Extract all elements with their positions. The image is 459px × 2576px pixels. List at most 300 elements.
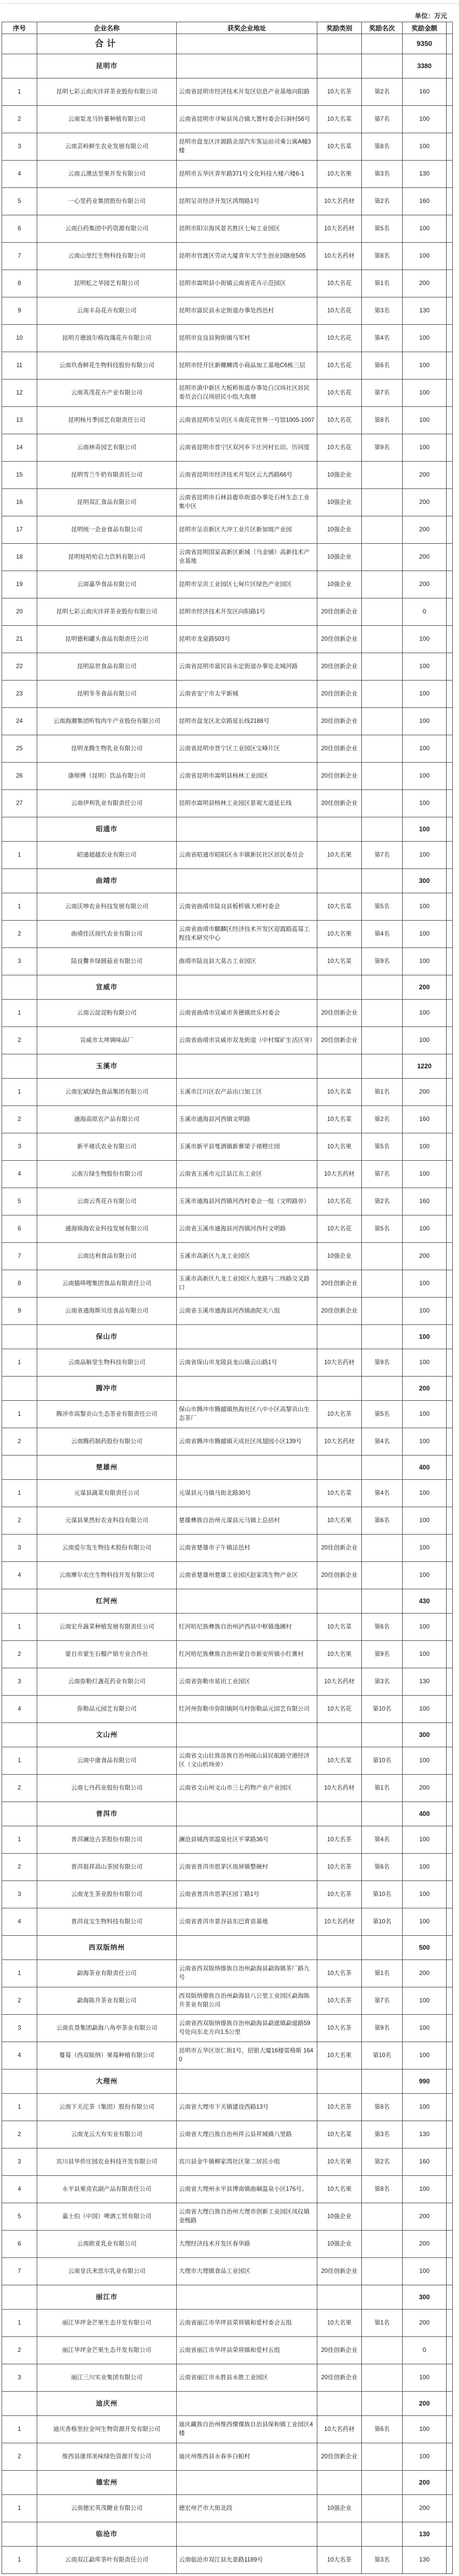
cell-company: 通海锦海农业科技发展有限公司 xyxy=(37,1215,177,1243)
cell-company: 云南丰岛花卉有限公司 xyxy=(37,297,177,325)
cell-rank xyxy=(362,34,403,54)
cell-no xyxy=(2,869,37,893)
section-name: 保山市 xyxy=(37,1325,177,1349)
cell-category xyxy=(317,1802,362,1826)
cell-rank: 第6名 xyxy=(362,1507,403,1535)
cell-no: 9 xyxy=(2,297,37,325)
cell-gutter xyxy=(447,2337,453,2364)
cell-address: 昆明市经济技术开发区向阳路1号 xyxy=(177,598,317,626)
cell-gutter xyxy=(447,2522,453,2547)
cell-gutter xyxy=(447,1854,453,1881)
section-name: 楚雄州 xyxy=(37,1456,177,1480)
cell-amount: 100 xyxy=(403,893,447,921)
cell-gutter xyxy=(447,948,453,975)
cell-amount: 100 xyxy=(403,1428,447,1456)
cell-company: 普洱良宝生物科技有限公司 xyxy=(37,1908,177,1936)
cell-gutter xyxy=(447,2310,453,2337)
cell-address: 云南省曲靖市麒麟区经济技术开发区迎霞路蓝莓工程技术研究中心 xyxy=(177,921,317,948)
cell-rank: 第3名 xyxy=(362,2547,403,2574)
cell-rank: 第4名 xyxy=(362,1428,403,1456)
cell-gutter xyxy=(447,188,453,215)
cell-rank xyxy=(362,1535,403,1562)
cell-rank: 第1名 xyxy=(362,2310,403,2337)
cell-rank: 第5名 xyxy=(362,893,403,921)
section-amount: 400 xyxy=(403,1456,447,1480)
cell-company: 宣威市太坤调味品厂 xyxy=(37,1027,177,1054)
table-row xyxy=(2,2443,453,2471)
cell-amount: 160 xyxy=(403,1106,447,1133)
table-row xyxy=(2,462,453,489)
table-row xyxy=(2,1298,453,1325)
cell-no: 4 xyxy=(2,2176,37,2203)
cell-company: 普洱澜沧古茶股份有限公司 xyxy=(37,1826,177,1854)
cell-category: 10大名果 xyxy=(317,842,362,869)
table-row xyxy=(2,1133,453,1161)
table-row xyxy=(2,1215,453,1243)
cell-address: 云南省腾冲市腾越镇天成社区凤翅园小区139号 xyxy=(177,1428,317,1456)
cell-category xyxy=(317,1054,362,1079)
cell-category: 20佳创新企业 xyxy=(317,790,362,817)
cell-rank: 第7名 xyxy=(362,380,403,407)
cell-category xyxy=(317,869,362,893)
cell-rank: 第9名 xyxy=(362,948,403,975)
cell-amount: 100 xyxy=(403,1349,447,1377)
section-amount: 100 xyxy=(403,817,447,842)
cell-no: 1 xyxy=(2,1349,37,1377)
cell-no: 3 xyxy=(2,1881,37,1908)
cell-company: 云南云秀花卉有限公司 xyxy=(37,1188,177,1215)
cell-category: 10大名花 xyxy=(317,297,362,325)
cell-no: 9 xyxy=(2,1298,37,1325)
table-row xyxy=(2,2094,453,2121)
section-row xyxy=(2,2522,453,2547)
cell-rank xyxy=(362,2495,403,2522)
cell-no: 1 xyxy=(2,1401,37,1428)
cell-category: 10大名药材 xyxy=(317,1775,362,1802)
cell-address: 玉溪市新平县戛洒镇新寨梁子褚橙庄园 xyxy=(177,1133,317,1161)
cell-category xyxy=(317,1325,362,1349)
cell-gutter xyxy=(447,1428,453,1456)
table-row xyxy=(2,297,453,325)
section-amount: 500 xyxy=(403,1936,447,1960)
cell-rank xyxy=(362,790,403,817)
cell-rank: 第10名 xyxy=(362,1908,403,1936)
cell-category: 10大名果 xyxy=(317,2042,362,2069)
cell-rank xyxy=(362,681,403,708)
table-row xyxy=(2,1270,453,1298)
cell-no: 2 xyxy=(2,1854,37,1881)
cell-address: 昆明市呈贡工业园区七甸片区绿色产业园区 xyxy=(177,571,317,598)
cell-gutter xyxy=(447,1133,453,1161)
cell-rank: 第1名 xyxy=(362,270,403,297)
cell-amount: 100 xyxy=(403,1826,447,1854)
cell-category: 10强企业 xyxy=(317,571,362,598)
cell-address xyxy=(177,1723,317,1747)
cell-rank xyxy=(362,2203,403,2231)
cell-category: 10大名花 xyxy=(317,407,362,434)
cell-gutter xyxy=(447,1480,453,1507)
cell-company: 迪庆香格里拉金坷生物资源开发有限公司 xyxy=(37,2416,177,2443)
cell-amount: 100 xyxy=(403,790,447,817)
cell-category xyxy=(317,1723,362,1747)
cell-category: 10大名药材 xyxy=(317,1349,362,1377)
cell-no: 3 xyxy=(2,1668,37,1696)
cell-gutter xyxy=(447,2443,453,2471)
cell-address: 楚雄彝族自治州元谋县元马镇上总括村 xyxy=(177,1507,317,1535)
cell-rank xyxy=(362,626,403,653)
cell-amount: 130 xyxy=(403,297,447,325)
cell-gutter xyxy=(447,2231,453,2258)
cell-address xyxy=(177,1589,317,1614)
cell-amount: 100 xyxy=(403,1987,447,2015)
cell-address: 保山市腾冲市腾越镇热海社区八中小区高黎贡山生态茶厂 xyxy=(177,1401,317,1428)
table-row xyxy=(2,571,453,598)
cell-company: 昆明龙腾生物乳业有限公司 xyxy=(37,735,177,763)
section-name: 昆明市 xyxy=(37,54,177,78)
cell-address: 昆明市阳宗海风景名胜区七甸工业园区 xyxy=(177,215,317,243)
cell-address xyxy=(177,54,317,78)
table-row xyxy=(2,78,453,106)
table-row xyxy=(2,790,453,817)
cell-company: 昆明冬冬食品有限公司 xyxy=(37,681,177,708)
cell-address: 昆明市富民县永定街道办事处西邑村 xyxy=(177,297,317,325)
cell-gutter xyxy=(447,1456,453,1480)
cell-rank xyxy=(362,1723,403,1747)
cell-category: 10大名花 xyxy=(317,270,362,297)
cell-gutter xyxy=(447,681,453,708)
table-row xyxy=(2,1188,453,1215)
cell-category: 20佳创新企业 xyxy=(317,1027,362,1054)
cell-amount: 100 xyxy=(403,434,447,462)
header-row xyxy=(2,22,453,34)
cell-category: 20佳创新企业 xyxy=(317,2443,362,2471)
cell-address xyxy=(177,2392,317,2416)
cell-company: 蒙自市蒙生石榴产销专业合作社 xyxy=(37,1641,177,1668)
cell-rank xyxy=(362,869,403,893)
cell-amount: 200 xyxy=(403,462,447,489)
cell-gutter xyxy=(447,270,453,297)
cell-category: 10大名果 xyxy=(317,1133,362,1161)
cell-address xyxy=(177,2471,317,2495)
cell-address: 云南省弥勒市星田工业园区 xyxy=(177,1668,317,1696)
cell-no: 1 xyxy=(2,1747,37,1775)
cell-address: 红河哈尼族彝族自治州蒙自市新安所镇小红寨村 xyxy=(177,1641,317,1668)
cell-company: 云南宏斌绿色食品集团有限公司 xyxy=(37,1079,177,1106)
section-name: 文山州 xyxy=(37,1723,177,1747)
table-row xyxy=(2,2495,453,2522)
cell-no xyxy=(2,1802,37,1826)
table-row xyxy=(2,1428,453,1456)
table-row xyxy=(2,161,453,188)
cell-amount: 130 xyxy=(403,1668,447,1696)
cell-gutter xyxy=(447,1960,453,1987)
cell-company: 云南龙生茶业股份有限公司 xyxy=(37,1881,177,1908)
cell-amount: 100 xyxy=(403,1161,447,1188)
table-row xyxy=(2,544,453,571)
cell-rank xyxy=(362,2522,403,2547)
cell-company: 云南摩尔农庄生物科技开发有限公司 xyxy=(37,1562,177,1589)
cell-company: 云南农垦集团勐海八角亭茶业有限公司 xyxy=(37,2015,177,2042)
cell-no: 2 xyxy=(2,1775,37,1802)
table-row xyxy=(2,2231,453,2258)
cell-gutter xyxy=(447,489,453,516)
cell-gutter xyxy=(447,1562,453,1589)
cell-amount: 100 xyxy=(403,2094,447,2121)
cell-company: 云南双江勐库茶叶有限责任公司 xyxy=(37,2547,177,2574)
cell-amount: 100 xyxy=(403,948,447,975)
cell-gutter xyxy=(447,1723,453,1747)
cell-no: 12 xyxy=(2,380,37,407)
cell-address: 昆明市五华区青年路371号文化科技大楼六楼6-1 xyxy=(177,161,317,188)
cell-address xyxy=(177,1802,317,1826)
cell-company: 云南泵龙马铃薯种植有限公司 xyxy=(37,106,177,133)
cell-category: 10大名果 xyxy=(317,1641,362,1668)
cell-no: 5 xyxy=(2,188,37,215)
cell-category: 10大名菜 xyxy=(317,948,362,975)
cell-address: 云南省丽江市华坪县荣将镇和爱村委会五组 xyxy=(177,2310,317,2337)
cell-category xyxy=(317,1456,362,1480)
cell-address: 云南省文山州文山市三七药物产业产业园区 xyxy=(177,1775,317,1802)
cell-address: 云南省昆明市经济技术开发区云大西路66号 xyxy=(177,462,317,489)
cell-gutter xyxy=(447,352,453,380)
cell-company: 云南弥勒灯盏花药业有限公司 xyxy=(37,1668,177,1696)
cell-category: 10大名药材 xyxy=(317,243,362,270)
table-row xyxy=(2,1000,453,1027)
cell-address xyxy=(177,1936,317,1960)
cell-address: 玉溪市高新区九龙工业园区 xyxy=(177,1243,317,1270)
cell-amount: 100 xyxy=(403,1562,447,1589)
cell-no: 18 xyxy=(2,544,37,571)
cell-category: 10大名花 xyxy=(317,1188,362,1215)
cell-no: 2 xyxy=(2,1027,37,1054)
table-row xyxy=(2,893,453,921)
cell-no: 2 xyxy=(2,1106,37,1133)
cell-no: 2 xyxy=(2,2121,37,2148)
cell-address: 澜沧县城西郊温泉社区平掌路36号 xyxy=(177,1826,317,1854)
cell-rank xyxy=(362,1377,403,1401)
cell-no xyxy=(2,2285,37,2310)
cell-rank: 第2名 xyxy=(362,1106,403,1133)
cell-amount: 200 xyxy=(403,1243,447,1270)
cell-rank xyxy=(362,1589,403,1614)
total-amount: 9350 xyxy=(403,34,447,54)
cell-gutter xyxy=(447,763,453,790)
cell-gutter xyxy=(447,106,453,133)
cell-company: 昭通超越农业有限公司 xyxy=(37,842,177,869)
cell-company: 云南省通海斯贝佳食品有限公司 xyxy=(37,1298,177,1325)
section-amount: 1220 xyxy=(403,1054,447,1079)
cell-amount: 100 xyxy=(403,2443,447,2471)
cell-no: 4 xyxy=(2,2042,37,2069)
table-row xyxy=(2,2176,453,2203)
section-row xyxy=(2,1723,453,1747)
cell-rank xyxy=(362,1562,403,1589)
cell-rank: 第3名 xyxy=(362,161,403,188)
cell-amount: 200 xyxy=(403,2310,447,2337)
cell-rank: 第7名 xyxy=(362,1161,403,1188)
cell-rank: 第8名 xyxy=(362,133,403,161)
table-row xyxy=(2,1349,453,1377)
cell-company: 昆明统一企业食品有限公司 xyxy=(37,516,177,544)
cell-rank: 第9名 xyxy=(362,1641,403,1668)
cell-no: 3 xyxy=(2,948,37,975)
cell-rank: 第9名 xyxy=(362,434,403,462)
cell-no xyxy=(2,1936,37,1960)
cell-no: 6 xyxy=(2,1215,37,1243)
cell-address: 昆明市盘龙区沣源路北部汽车客运站司乘公寓A幢3楼 xyxy=(177,133,317,161)
cell-no xyxy=(2,54,37,78)
cell-no: 27 xyxy=(2,790,37,817)
cell-company: 云南品斛堂生物科技有限公司 xyxy=(37,1349,177,1377)
cell-no: 1 xyxy=(2,2547,37,2574)
cell-gutter xyxy=(447,2042,453,2069)
cell-gutter xyxy=(447,1270,453,1298)
award-table xyxy=(2,22,453,2574)
cell-category: 20佳创新企业 xyxy=(317,2364,362,2392)
cell-category xyxy=(317,2522,362,2547)
cell-address xyxy=(177,975,317,1000)
cell-no: 4 xyxy=(2,161,37,188)
cell-address: 昆明市宜良县狗街镇马军村 xyxy=(177,325,317,352)
table-row xyxy=(2,1535,453,1562)
cell-amount: 100 xyxy=(403,2015,447,2042)
cell-category: 10大名菜 xyxy=(317,133,362,161)
cell-gutter xyxy=(447,1535,453,1562)
top-rule xyxy=(2,3,459,4)
cell-company: 一心堂药业集团股份有限公司 xyxy=(37,188,177,215)
cell-rank: 第2名 xyxy=(362,78,403,106)
cell-address: 云南省昆明市嵩明县杨林工业园区 xyxy=(177,763,317,790)
cell-category: 20佳创新企业 xyxy=(317,653,362,681)
cell-category xyxy=(317,2069,362,2094)
cell-rank xyxy=(362,1456,403,1480)
cell-gutter xyxy=(447,1641,453,1668)
cell-no: 4 xyxy=(2,1696,37,1723)
column-header-5: 奖励名次 xyxy=(362,22,403,34)
cell-address: 曲靖市陆良县大莫古工业园区 xyxy=(177,948,317,975)
cell-no xyxy=(2,2471,37,2495)
cell-address: 昆明市嵩明县小街镇云南省花卉示范园区 xyxy=(177,270,317,297)
cell-amount: 100 xyxy=(403,133,447,161)
section-amount: 300 xyxy=(403,2285,447,2310)
cell-category: 10大名药材 xyxy=(317,188,362,215)
cell-address: 昆明呈贡经济开发区鸿翔路1号 xyxy=(177,188,317,215)
cell-gutter xyxy=(447,1377,453,1401)
section-amount: 400 xyxy=(403,1802,447,1826)
cell-gutter xyxy=(447,2094,453,2121)
cell-address: 云南省楚雄州楚雄工业园区赵家湾生物产业区 xyxy=(177,1562,317,1589)
cell-no: 20 xyxy=(2,598,37,626)
cell-company: 云南欧亚乳业有限公司 xyxy=(37,2231,177,2258)
cell-gutter xyxy=(447,2176,453,2203)
cell-category: 20佳创新企业 xyxy=(317,1270,362,1298)
table-row xyxy=(2,2203,453,2231)
total-row xyxy=(2,34,453,54)
cell-no: 26 xyxy=(2,763,37,790)
cell-no: 1 xyxy=(2,893,37,921)
cell-no: 19 xyxy=(2,571,37,598)
cell-category: 10大名果 xyxy=(317,2310,362,2337)
cell-company: 昆明七彩云南庆沣祥茶业股份有限公司 xyxy=(37,78,177,106)
cell-rank: 第7名 xyxy=(362,1987,403,2015)
cell-address: 云南省曲靖市陆良县板桥镇大桥村委会 xyxy=(177,893,317,921)
cell-rank xyxy=(362,708,403,735)
cell-category: 10大名菜 xyxy=(317,2121,362,2148)
cell-address: 元谋县元马镇马街北路30号 xyxy=(177,1480,317,1507)
cell-rank: 第10名 xyxy=(362,1696,403,1723)
table-row xyxy=(2,1562,453,1589)
section-amount: 300 xyxy=(403,869,447,893)
cell-rank xyxy=(362,975,403,1000)
table-row xyxy=(2,1401,453,1428)
cell-gutter xyxy=(447,1079,453,1106)
table-row xyxy=(2,2148,453,2176)
cell-company: 昆明品世食品有限公司 xyxy=(37,653,177,681)
cell-rank: 第8名 xyxy=(362,2094,403,2121)
cell-category: 10大名药材 xyxy=(317,215,362,243)
cell-company: 昆明双汇食品有限公司 xyxy=(37,489,177,516)
cell-gutter xyxy=(447,34,453,54)
cell-category: 10大名菜 xyxy=(317,1614,362,1641)
cell-company: 通海高原农产品有限公司 xyxy=(37,1106,177,1133)
section-name: 普洱市 xyxy=(37,1802,177,1826)
cell-company: 勐海茶业有限责任公司 xyxy=(37,1960,177,1987)
cell-rank: 第10名 xyxy=(362,1747,403,1775)
cell-company: 永平县果亮农副产品有限责任公司 xyxy=(37,2176,177,2203)
cell-gutter xyxy=(447,462,453,489)
cell-category xyxy=(317,1589,362,1614)
cell-gutter xyxy=(447,2285,453,2310)
section-row xyxy=(2,2392,453,2416)
cell-rank xyxy=(362,598,403,626)
cell-rank: 第10名 xyxy=(362,1881,403,1908)
cell-gutter xyxy=(447,817,453,842)
cell-address: 昆明市嵩明县杨林工业园区景观大道延长线 xyxy=(177,790,317,817)
cell-category: 10大名花 xyxy=(317,380,362,407)
cell-category: 20佳创新企业 xyxy=(317,735,362,763)
table-row xyxy=(2,1641,453,1668)
cell-company: 昆明虹之华园艺有限公司 xyxy=(37,270,177,297)
cell-gutter xyxy=(447,2121,453,2148)
cell-category: 20佳创新企业 xyxy=(317,2258,362,2285)
cell-address: 昆明市盘龙区北京路延长线2188号 xyxy=(177,708,317,735)
cell-gutter xyxy=(447,1614,453,1641)
cell-category: 10大名茶 xyxy=(317,2547,362,2574)
table-row xyxy=(2,598,453,626)
cell-company: 云南皇氏来思尔乳业有限公司 xyxy=(37,2258,177,2285)
cell-rank: 第7名 xyxy=(362,842,403,869)
cell-amount: 100 xyxy=(403,1027,447,1054)
table-row xyxy=(2,352,453,380)
cell-category: 10强企业 xyxy=(317,1243,362,1270)
section-name: 玉溪市 xyxy=(37,1054,177,1079)
cell-category: 10大名药材 xyxy=(317,1161,362,1188)
cell-gutter xyxy=(447,2069,453,2094)
cell-amount: 200 xyxy=(403,2495,447,2522)
cell-address: 昆明市滇中新区大板桥街道办事处白汉场社区居民委员会白汉场居民小组大鱼塘 xyxy=(177,380,317,407)
cell-address: 西双版纳傣族自治州勐海县八公里工业园区勐海陈升茶业有限公司 xyxy=(177,1987,317,2015)
cell-rank xyxy=(362,653,403,681)
cell-category: 10大名茶 xyxy=(317,2015,362,2042)
cell-gutter xyxy=(447,1936,453,1960)
cell-gutter xyxy=(447,2392,453,2416)
cell-address: 云南省西双版纳傣族自治州勐海县勐遮镇勐遮路59号处向东北方向1.5公里 xyxy=(177,2015,317,2042)
cell-address: 云南省普洱市思茅区南屏镇整碗村 xyxy=(177,1854,317,1881)
cell-rank xyxy=(362,1936,403,1960)
cell-rank: 第5名 xyxy=(362,1401,403,1428)
cell-amount: 200 xyxy=(403,2231,447,2258)
cell-company: 蔓莓（西双版纳）果莓种植有限公司 xyxy=(37,2042,177,2069)
